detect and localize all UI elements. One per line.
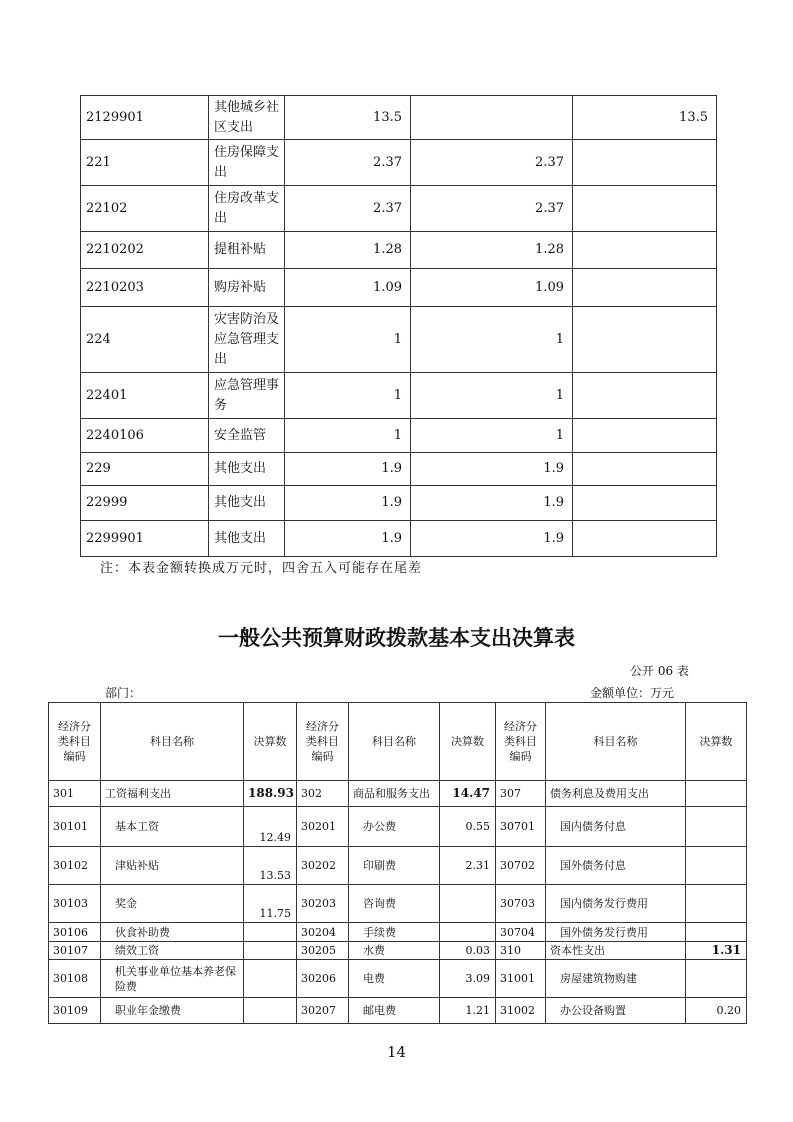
name-cell: 工资福利支出 (101, 781, 244, 807)
name-cell: 津贴补贴 (101, 847, 244, 885)
row-basic: 2.37 (411, 140, 573, 186)
code-cell: 30203 (297, 885, 349, 923)
header-amount: 决算数 (686, 703, 747, 781)
row-name: 其他城乡社区支出 (209, 96, 285, 140)
row-name: 购房补贴 (209, 269, 285, 307)
amount-cell (440, 923, 496, 942)
amount-cell: 0.55 (440, 807, 496, 847)
row-basic (411, 96, 573, 140)
name-cell: 国内债务付息 (546, 807, 686, 847)
row-code: 221 (81, 140, 209, 186)
code-cell: 301 (49, 781, 101, 807)
row-code: 2240106 (81, 419, 209, 453)
code-cell: 30103 (49, 885, 101, 923)
row-project (573, 232, 717, 269)
name-cell: 咨询费 (349, 885, 440, 923)
row-basic: 1 (411, 307, 573, 373)
code-cell: 302 (297, 781, 349, 807)
code-cell: 30202 (297, 847, 349, 885)
row-total: 1.9 (285, 486, 411, 521)
row-total: 1.9 (285, 453, 411, 486)
code-cell: 30108 (49, 960, 101, 998)
row-total: 1.9 (285, 521, 411, 557)
table-row (49, 781, 747, 807)
code-cell: 30106 (49, 923, 101, 942)
name-cell: 水费 (349, 942, 440, 960)
row-name: 住房改革支出 (209, 186, 285, 232)
name-cell: 资本性支出 (546, 942, 686, 960)
amount-cell (686, 923, 747, 942)
name-cell: 国内债务发行费用 (546, 885, 686, 923)
row-project (573, 419, 717, 453)
code-cell: 30101 (49, 807, 101, 847)
amount-cell: 12.49 (244, 807, 297, 847)
table-row (49, 923, 747, 942)
table-row (81, 96, 717, 140)
row-code: 2299901 (81, 521, 209, 557)
row-name: 灾害防治及应急管理支出 (209, 307, 285, 373)
header-amount: 决算数 (244, 703, 297, 781)
row-project (573, 373, 717, 419)
amount-cell: 0.20 (686, 998, 747, 1024)
name-cell: 伙食补助费 (101, 923, 244, 942)
header-name: 科目名称 (546, 703, 686, 781)
amount-cell: 0.03 (440, 942, 496, 960)
row-basic: 1 (411, 373, 573, 419)
code-cell: 30204 (297, 923, 349, 942)
section-title: 一般公共预算财政拨款基本支出决算表 (218, 626, 575, 650)
row-code: 22401 (81, 373, 209, 419)
row-name: 提租补贴 (209, 232, 285, 269)
row-project: 13.5 (573, 96, 717, 140)
row-basic: 1.9 (411, 486, 573, 521)
table-row (81, 269, 717, 307)
code-cell: 30206 (297, 960, 349, 998)
table-row (81, 307, 717, 373)
row-basic: 1 (411, 419, 573, 453)
row-name: 其他支出 (209, 453, 285, 486)
table-row (49, 960, 747, 998)
name-cell: 房屋建筑物购建 (546, 960, 686, 998)
row-project (573, 269, 717, 307)
amount-cell: 1.21 (440, 998, 496, 1024)
name-cell: 印刷费 (349, 847, 440, 885)
name-cell: 奖金 (101, 885, 244, 923)
table-row (49, 942, 747, 960)
table-row (81, 232, 717, 269)
amount-cell: 188.93 (244, 781, 297, 807)
table-note: 注：本表金额转换成万元时，四舍五入可能存在尾差 (100, 561, 423, 576)
name-cell: 职业年金缴费 (101, 998, 244, 1024)
table-row (49, 998, 747, 1024)
row-name: 应急管理事务 (209, 373, 285, 419)
code-cell: 30102 (49, 847, 101, 885)
name-cell: 商品和服务支出 (349, 781, 440, 807)
row-code: 2210203 (81, 269, 209, 307)
amount-cell: 11.75 (244, 885, 297, 923)
code-cell: 310 (496, 942, 546, 960)
amount-cell (440, 885, 496, 923)
amount-cell: 3.09 (440, 960, 496, 998)
row-code: 2129901 (81, 96, 209, 140)
header-code: 经济分类科目编码 (49, 703, 101, 781)
row-total: 13.5 (285, 96, 411, 140)
row-code: 22999 (81, 486, 209, 521)
row-basic: 1.9 (411, 453, 573, 486)
row-total: 1 (285, 373, 411, 419)
amount-cell (686, 781, 747, 807)
row-total: 2.37 (285, 140, 411, 186)
code-cell: 31002 (496, 998, 546, 1024)
row-basic: 1.28 (411, 232, 573, 269)
code-cell: 30701 (496, 807, 546, 847)
table-row (81, 419, 717, 453)
row-code: 2210202 (81, 232, 209, 269)
code-cell: 30205 (297, 942, 349, 960)
row-total: 2.37 (285, 186, 411, 232)
header-name: 科目名称 (101, 703, 244, 781)
table-row (81, 140, 717, 186)
row-project (573, 521, 717, 557)
row-name: 安全监管 (209, 419, 285, 453)
row-basic: 1.9 (411, 521, 573, 557)
row-name: 住房保障支出 (209, 140, 285, 186)
header-amount: 决算数 (440, 703, 496, 781)
name-cell: 电费 (349, 960, 440, 998)
amount-cell (686, 960, 747, 998)
code-cell: 30702 (496, 847, 546, 885)
row-project (573, 486, 717, 521)
name-cell: 机关事业单位基本养老保险费 (101, 960, 244, 998)
amount-cell: 1.31 (686, 942, 747, 960)
row-basic: 1.09 (411, 269, 573, 307)
row-basic: 2.37 (411, 186, 573, 232)
table-row (81, 486, 717, 521)
table-row (49, 807, 747, 847)
table-header-row (49, 703, 747, 781)
amount-cell (244, 998, 297, 1024)
row-total: 1.28 (285, 232, 411, 269)
code-cell: 30107 (49, 942, 101, 960)
row-code: 22102 (81, 186, 209, 232)
code-cell: 30704 (496, 923, 546, 942)
header-code: 经济分类科目编码 (496, 703, 546, 781)
basic-expenditure-table (48, 702, 747, 1024)
table-number: 公开 06 表 (630, 664, 689, 678)
unit-label: 金额单位：万元 (590, 686, 675, 700)
amount-cell (686, 847, 747, 885)
row-name: 其他支出 (209, 521, 285, 557)
row-total: 1 (285, 419, 411, 453)
row-code: 224 (81, 307, 209, 373)
code-cell: 307 (496, 781, 546, 807)
code-cell: 30109 (49, 998, 101, 1024)
name-cell: 手续费 (349, 923, 440, 942)
code-cell: 30207 (297, 998, 349, 1024)
name-cell: 邮电费 (349, 998, 440, 1024)
row-project (573, 186, 717, 232)
amount-cell (244, 923, 297, 942)
row-code: 229 (81, 453, 209, 486)
row-project (573, 453, 717, 486)
table-row (49, 847, 747, 885)
table-row (49, 885, 747, 923)
table-row (81, 373, 717, 419)
name-cell: 基本工资 (101, 807, 244, 847)
department-label: 部门： (105, 686, 142, 700)
header-name: 科目名称 (349, 703, 440, 781)
name-cell: 办公费 (349, 807, 440, 847)
header-code: 经济分类科目编码 (297, 703, 349, 781)
code-cell: 30703 (496, 885, 546, 923)
name-cell: 国外债务发行费用 (546, 923, 686, 942)
table-row (81, 453, 717, 486)
page-number: 14 (386, 1043, 407, 1061)
amount-cell (244, 942, 297, 960)
name-cell: 债务利息及费用支出 (546, 781, 686, 807)
code-cell: 30201 (297, 807, 349, 847)
row-project (573, 140, 717, 186)
amount-cell: 13.53 (244, 847, 297, 885)
row-total: 1 (285, 307, 411, 373)
amount-cell (244, 960, 297, 998)
table-row (81, 521, 717, 557)
table-row (81, 186, 717, 232)
amount-cell (686, 885, 747, 923)
code-cell: 31001 (496, 960, 546, 998)
expenditure-table-continued (80, 95, 717, 557)
row-total: 1.09 (285, 269, 411, 307)
amount-cell (686, 807, 747, 847)
amount-cell: 14.47 (440, 781, 496, 807)
name-cell: 绩效工资 (101, 942, 244, 960)
name-cell: 国外债务付息 (546, 847, 686, 885)
amount-cell: 2.31 (440, 847, 496, 885)
row-name: 其他支出 (209, 486, 285, 521)
name-cell: 办公设备购置 (546, 998, 686, 1024)
row-project (573, 307, 717, 373)
